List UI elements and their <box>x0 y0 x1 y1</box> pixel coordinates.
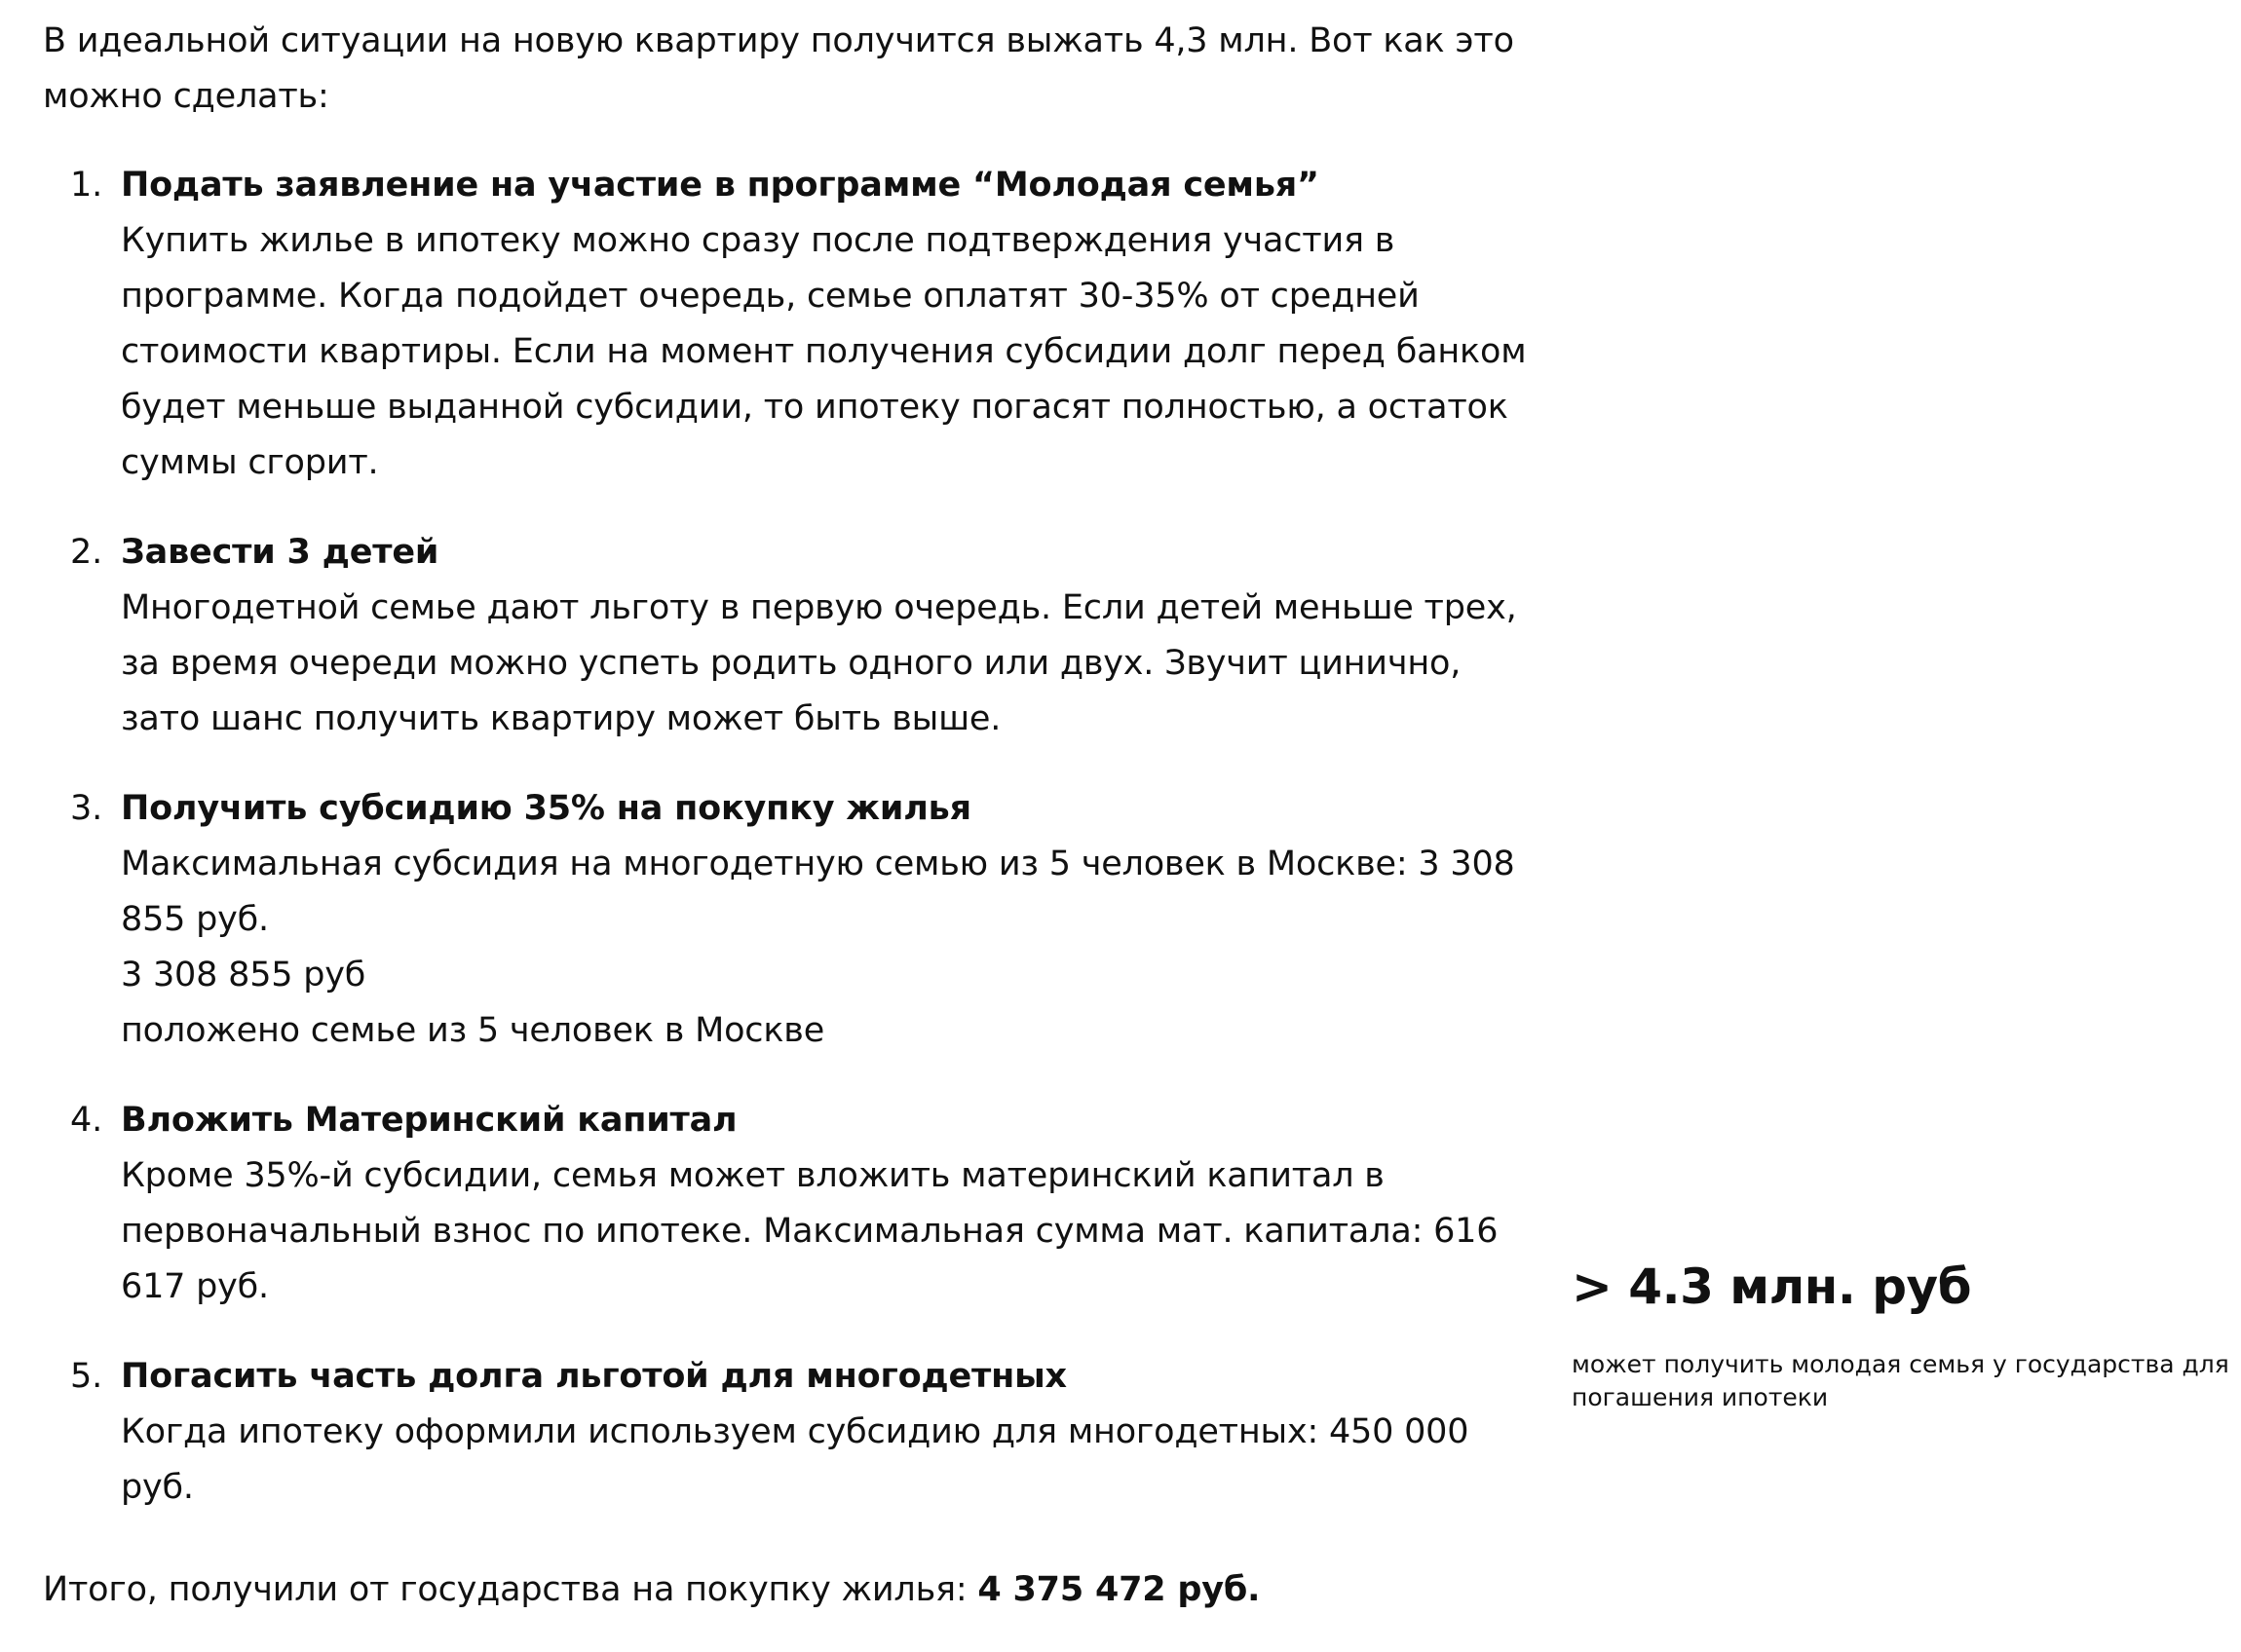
step-body: Многодетной семье дают льготу в первую очередь. Если детей меньше трех, за время очереди можно успеть родить одного или двух. Звучит цинично, зато шанс получить квартиру может быть выше. <box>121 588 1517 738</box>
step-number: 2. <box>70 533 102 572</box>
article-content <box>43 14 1534 1652</box>
step-title: Получить субсидию 35% на покупку жилья <box>121 789 971 828</box>
step-title: Завести 3 детей <box>121 533 439 572</box>
step-number: 4. <box>70 1101 102 1140</box>
intro-paragraph: В идеальной ситуации на новую квартиру получится выжать 4,3 млн. Вот как это можно сделать: <box>43 21 1514 116</box>
step-title: Погасить часть долга льготой для многодетных <box>121 1357 1067 1396</box>
step-number: 3. <box>70 789 102 828</box>
sidebar-callout <box>1572 1253 2234 1414</box>
list-item <box>43 1093 1534 1315</box>
step-number: 1. <box>70 166 102 205</box>
callout-caption: может получить молодая семья у государства для погашения ипотеки <box>1572 1350 2229 1411</box>
list-item <box>43 781 1534 1059</box>
step-title: Вложить Материнский капитал <box>121 1101 738 1140</box>
step-body: Купить жилье в ипотеку можно сразу после подтверждения участия в программе. Когда подойдет очередь, семье оплатят 30-35% от средней стоимости квартиры. Если на момент получения субсидии долг перед банком будет меньше выданной субсидии, то ипотеку погасят полностью, а остаток суммы сгорит. <box>121 221 1527 482</box>
step-body: Максимальная субсидия на многодетную семью из 5 человек в Москве: 3 308 855 руб. <box>121 845 1515 939</box>
total-label: Итого, получили от государства на покупку жилья: <box>43 1570 978 1609</box>
list-item <box>43 525 1534 747</box>
steps-list <box>43 158 1534 1516</box>
callout-highlight: > 4.3 млн. руб <box>1572 1258 1972 1315</box>
step-body: Кроме 35%-й субсидии, семья может вложить материнский капитал в первоначальный взнос по ипотеке. Максимальная сумма мат. капитала: 616 617 руб. <box>121 1156 1499 1306</box>
step-title: Подать заявление на участие в программе “Молодая семья” <box>121 166 1319 205</box>
step-number: 5. <box>70 1357 102 1396</box>
step-body: Когда ипотеку оформили используем субсидию для многодетных: 450 000 руб. <box>121 1412 1469 1507</box>
list-item <box>43 1349 1534 1516</box>
subsidy-caption: положено семье из 5 человек в Москве <box>121 1011 825 1050</box>
list-item <box>43 158 1534 491</box>
total-summary <box>43 1562 1534 1618</box>
subsidy-value: 3 308 855 руб <box>121 956 366 995</box>
total-value: 4 375 472 руб. <box>977 1570 1261 1609</box>
